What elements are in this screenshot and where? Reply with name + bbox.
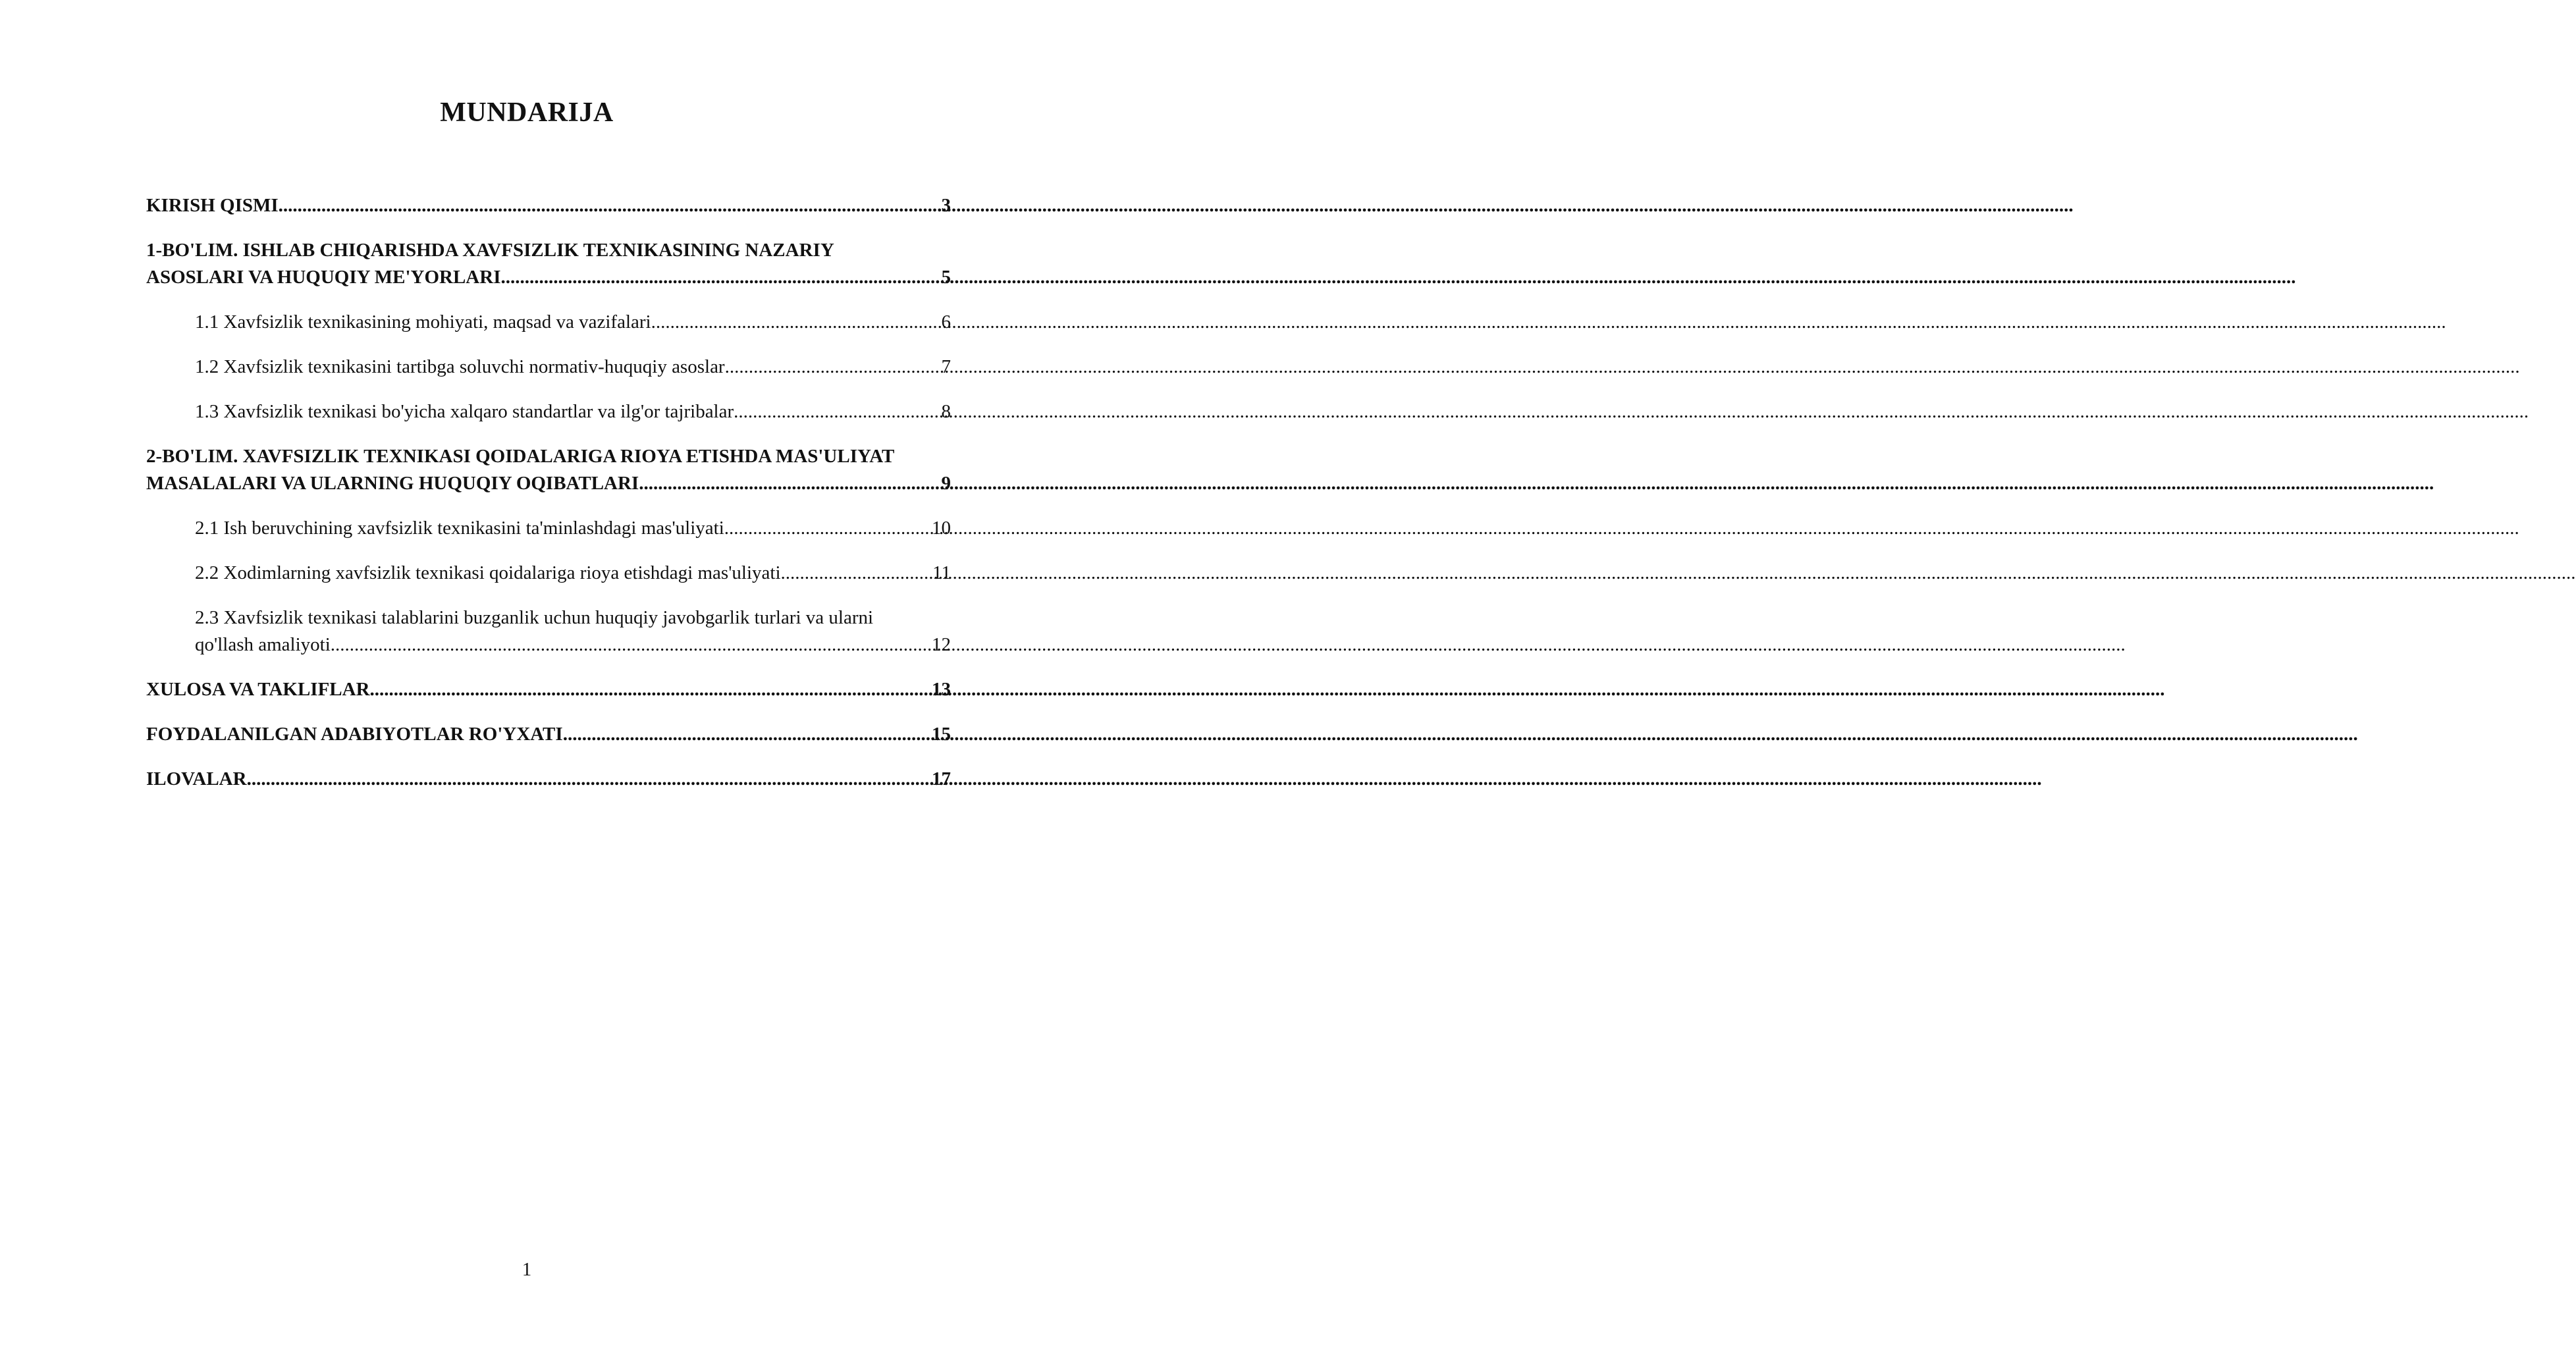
toc-entry-line [146,676,951,703]
toc-entry-line [146,264,951,291]
toc-page-number: 5 [941,267,951,288]
toc-subsection-entry[interactable] [195,309,951,336]
toc-entry-title: 1.2 Xavfsizlik texnikasini tartibga soluvchi normativ-huquqiy asoslar [195,356,725,377]
toc-section-entry[interactable] [146,192,951,219]
page-number: 1 [522,1259,532,1280]
toc-entry-title: 2.2 Xodimlarning xavfsizlik texnikasi qoidalariga rioya etishdagi mas'uliyati [195,562,781,583]
toc-page-number: 3 [941,195,951,216]
toc-dot-leader [651,309,940,336]
toc-page-number: 15 [932,724,951,745]
toc-entry-title: XULOSA VA TAKLIFLAR [146,679,370,700]
toc-entry-line [195,354,951,381]
toc-entry-title: FOYDALANILGAN ADABIYOTLAR RO'YXATI [146,724,563,745]
toc-entry-line [195,560,951,587]
toc-entry-title-line: 1-BO'LIM. ISHLAB CHIQARISHDA XAVFSIZLIK TEXNIKASINING NAZARIY [146,240,834,261]
toc-page-number: 11 [932,562,951,583]
toc-page-number: 7 [941,356,951,377]
toc-subsection-entry[interactable] [195,354,951,381]
toc-dot-leader [500,264,940,291]
toc-subsection-entry[interactable] [195,398,951,425]
toc-dot-leader [725,354,940,381]
toc-entry-line [146,766,951,793]
toc-section-entry[interactable] [146,721,951,748]
toc-page-number: 17 [932,768,951,789]
toc-entry-title-line: 2-BO'LIM. XAVFSIZLIK TEXNIKASI QOIDALARIGA RIOYA ETISHDA MAS'ULIYAT [146,446,895,467]
toc-entry-title: ASOSLARI VA HUQUQIY ME'YORLARI [146,267,501,288]
toc-entry-line [146,192,951,219]
toc-entry-title: 1.3 Xavfsizlik texnikasi bo'yicha xalqaro standartlar va ilg'or tajribalar [195,401,734,422]
document-title: MUNDARIJA [440,97,614,128]
toc-dot-leader [734,398,940,425]
toc-dot-leader [724,515,930,542]
toc-dot-leader [331,631,930,658]
toc-entry-line [195,631,951,658]
toc-entry-title: qo'llash amaliyoti [195,634,331,655]
toc-entry-title: 1.1 Xavfsizlik texnikasining mohiyati, maqsad va vazifalari [195,311,651,333]
toc-page-number: 8 [941,401,951,422]
toc-section-entry[interactable] [146,766,951,793]
toc-entry-line [195,515,951,542]
toc-entry-title-line: 2.3 Xavfsizlik texnikasi talablarini buzganlik uchun huquqiy javobgarlik turlari va ularni [195,607,874,628]
toc-dot-leader [370,676,930,703]
toc-entry-title: KIRISH QISMI [146,195,279,216]
toc-dot-leader [563,721,930,748]
toc-page-number: 13 [932,679,951,700]
toc-dot-leader [279,192,940,219]
document-page [0,0,1054,1363]
toc-entry-title: MASALALARI VA ULARNING HUQUQIY OQIBATLARI [146,473,639,494]
toc-subsection-entry[interactable] [195,560,951,587]
toc-entry-line [195,309,951,336]
toc-subsection-entry[interactable] [195,515,951,542]
toc-page-number: 9 [941,473,951,494]
toc-dot-leader [781,560,932,587]
toc-section-entry[interactable] [146,676,951,703]
toc-entry-line [146,721,951,748]
toc-entry-title: 2.1 Ish beruvchining xavfsizlik texnikasini ta'minlashdagi mas'uliyati [195,518,724,539]
toc-section-entry[interactable] [146,443,951,497]
toc-page-number: 12 [932,634,951,655]
toc-dot-leader [247,766,930,793]
table-of-contents [146,192,951,811]
toc-section-entry[interactable] [146,237,951,291]
toc-subsection-entry[interactable] [195,604,951,658]
toc-page-number: 6 [941,311,951,333]
toc-entry-line [195,398,951,425]
toc-dot-leader [639,470,940,497]
toc-entry-title: ILOVALAR [146,768,247,789]
toc-entry-line [146,470,951,497]
toc-page-number: 10 [932,518,951,539]
